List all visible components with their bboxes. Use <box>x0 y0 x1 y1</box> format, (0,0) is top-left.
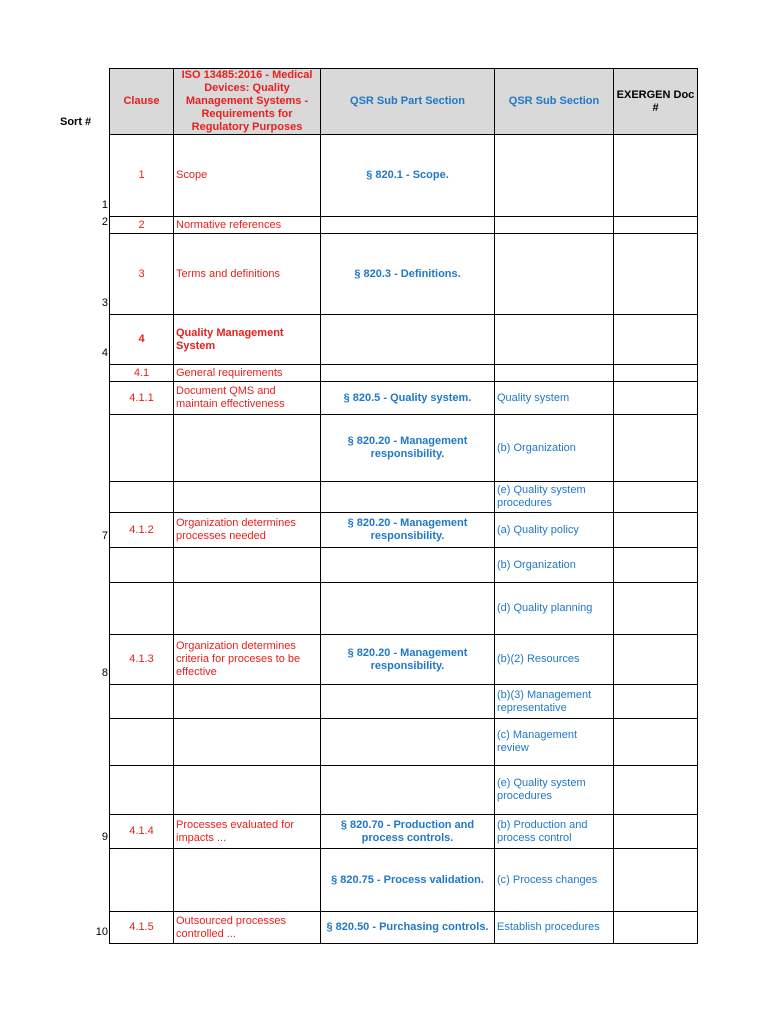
qsr-sub-section-cell: (b)(3) Management representative <box>495 685 614 719</box>
exergen-doc-cell <box>614 548 698 583</box>
qsr-sub-section-cell: (c) Management review <box>495 719 614 766</box>
clause-cell <box>110 685 174 719</box>
title-cell: Document QMS and maintain effectiveness <box>174 382 321 415</box>
header-exergen-doc: EXERGEN Doc # <box>614 69 698 135</box>
exergen-doc-cell <box>614 849 698 912</box>
title-cell <box>174 548 321 583</box>
qsr-sub-section-cell <box>495 315 614 365</box>
qsr-sub-part-cell: § 820.3 - Definitions. <box>321 234 495 315</box>
exergen-doc-cell <box>614 815 698 849</box>
qsr-sub-part-cell: § 820.5 - Quality system. <box>321 382 495 415</box>
table-row <box>110 415 698 482</box>
exergen-doc-cell <box>614 719 698 766</box>
header-clause: Clause <box>110 69 174 135</box>
qsr-sub-section-cell: (b) Organization <box>495 415 614 482</box>
qsr-sub-section-cell: (b)(2) Resources <box>495 635 614 685</box>
header-qsr-sub-section: QSR Sub Section <box>495 69 614 135</box>
qsr-sub-part-cell: § 820.50 - Purchasing controls. <box>321 912 495 944</box>
qsr-sub-section-cell: (c) Process changes <box>495 849 614 912</box>
clause-cell: 4.1.1 <box>110 382 174 415</box>
title-cell <box>174 685 321 719</box>
title-cell: Processes evaluated for impacts ... <box>174 815 321 849</box>
exergen-doc-cell <box>614 513 698 548</box>
exergen-doc-cell <box>614 217 698 234</box>
exergen-doc-cell <box>614 365 698 382</box>
table-row <box>110 766 698 815</box>
qsr-sub-section-cell: (e) Quality system procedures <box>495 482 614 513</box>
title-cell: General requirements <box>174 365 321 382</box>
clause-cell <box>110 482 174 513</box>
qsr-sub-part-cell: § 820.75 - Process validation. <box>321 849 495 912</box>
title-cell <box>174 583 321 635</box>
title-cell: Terms and definitions <box>174 234 321 315</box>
qsr-sub-part-cell: § 820.20 - Management responsibility. <box>321 415 495 482</box>
qsr-sub-part-cell: § 820.20 - Management responsibility. <box>321 635 495 685</box>
exergen-doc-cell <box>614 382 698 415</box>
title-cell <box>174 719 321 766</box>
table-row <box>110 365 698 382</box>
qsr-sub-part-cell: § 820.1 - Scope. <box>321 135 495 217</box>
qsr-sub-part-cell <box>321 548 495 583</box>
table-row <box>110 583 698 635</box>
sort-header: Sort # <box>60 116 92 128</box>
header-iso-standard: ISO 13485:2016 - Medical Devices: Quality Management Systems - Requirements for Regulatory Purposes <box>174 69 321 135</box>
clause-cell: 4.1 <box>110 365 174 382</box>
exergen-doc-cell <box>614 635 698 685</box>
clause-cell <box>110 849 174 912</box>
clause-cell <box>110 766 174 815</box>
clause-cell <box>110 548 174 583</box>
qsr-sub-section-cell <box>495 234 614 315</box>
exergen-doc-cell <box>614 685 698 719</box>
qsr-sub-section-cell <box>495 217 614 234</box>
exergen-doc-cell <box>614 583 698 635</box>
title-cell <box>174 849 321 912</box>
title-cell <box>174 415 321 482</box>
table-row <box>110 217 698 234</box>
qsr-sub-part-cell <box>321 766 495 815</box>
exergen-doc-cell <box>614 912 698 944</box>
title-cell <box>174 482 321 513</box>
exergen-doc-cell <box>614 415 698 482</box>
clause-cell: 4.1.5 <box>110 912 174 944</box>
sort-column <box>60 0 108 1024</box>
qsr-sub-section-cell: (b) Organization <box>495 548 614 583</box>
title-cell: Outsourced processes controlled ... <box>174 912 321 944</box>
sort-number: 9 <box>101 831 108 843</box>
table-row <box>110 513 698 548</box>
clause-cell <box>110 719 174 766</box>
exergen-doc-cell <box>614 482 698 513</box>
title-cell: Quality Management System <box>174 315 321 365</box>
table-row <box>110 482 698 513</box>
table-row <box>110 548 698 583</box>
clause-cell: 2 <box>110 217 174 234</box>
title-cell: Organization determines criteria for proceses to be effective <box>174 635 321 685</box>
qsr-sub-part-cell <box>321 365 495 382</box>
sort-number: 3 <box>101 297 108 309</box>
clause-cell: 3 <box>110 234 174 315</box>
exergen-doc-cell <box>614 766 698 815</box>
exergen-doc-cell <box>614 315 698 365</box>
sort-number: 4 <box>101 347 108 359</box>
qsr-sub-section-cell <box>495 365 614 382</box>
sort-number: 7 <box>101 530 108 542</box>
sort-number: 1 <box>101 199 108 211</box>
sort-number: 8 <box>101 667 108 679</box>
qsr-sub-section-cell: (e) Quality system procedures <box>495 766 614 815</box>
clause-cell: 4.1.4 <box>110 815 174 849</box>
table-row <box>110 912 698 944</box>
qsr-sub-part-cell: § 820.70 - Production and process controls. <box>321 815 495 849</box>
exergen-doc-cell <box>614 135 698 217</box>
title-cell: Normative references <box>174 217 321 234</box>
title-cell: Scope <box>174 135 321 217</box>
clause-cell <box>110 583 174 635</box>
qsr-sub-section-cell: (a) Quality policy <box>495 513 614 548</box>
table-row <box>110 315 698 365</box>
title-cell: Organization determines processes needed <box>174 513 321 548</box>
sort-number: 2 <box>101 216 108 228</box>
qsr-sub-part-cell <box>321 685 495 719</box>
qsr-sub-section-cell: (d) Quality planning <box>495 583 614 635</box>
header-qsr-sub-part: QSR Sub Part Section <box>321 69 495 135</box>
qsr-sub-section-cell: (b) Production and process control <box>495 815 614 849</box>
clause-cell: 1 <box>110 135 174 217</box>
table-row <box>110 685 698 719</box>
title-cell <box>174 766 321 815</box>
qsr-sub-part-cell: § 820.20 - Management responsibility. <box>321 513 495 548</box>
table-row <box>110 135 698 217</box>
qsr-sub-part-cell <box>321 482 495 513</box>
qsr-sub-section-cell <box>495 135 614 217</box>
clause-cell: 4 <box>110 315 174 365</box>
table-row <box>110 234 698 315</box>
clause-table <box>109 68 698 944</box>
clause-cell <box>110 415 174 482</box>
exergen-doc-cell <box>614 234 698 315</box>
table-header-row <box>110 69 698 135</box>
table-row <box>110 382 698 415</box>
qsr-sub-part-cell <box>321 583 495 635</box>
qsr-sub-part-cell <box>321 217 495 234</box>
table-row <box>110 849 698 912</box>
qsr-sub-part-cell <box>321 719 495 766</box>
qsr-sub-section-cell: Quality system <box>495 382 614 415</box>
table-row <box>110 719 698 766</box>
clause-cell: 4.1.2 <box>110 513 174 548</box>
table-row <box>110 815 698 849</box>
qsr-sub-section-cell: Establish procedures <box>495 912 614 944</box>
qsr-sub-part-cell <box>321 315 495 365</box>
sort-number: 10 <box>95 926 108 938</box>
table-row <box>110 635 698 685</box>
clause-cell: 4.1.3 <box>110 635 174 685</box>
